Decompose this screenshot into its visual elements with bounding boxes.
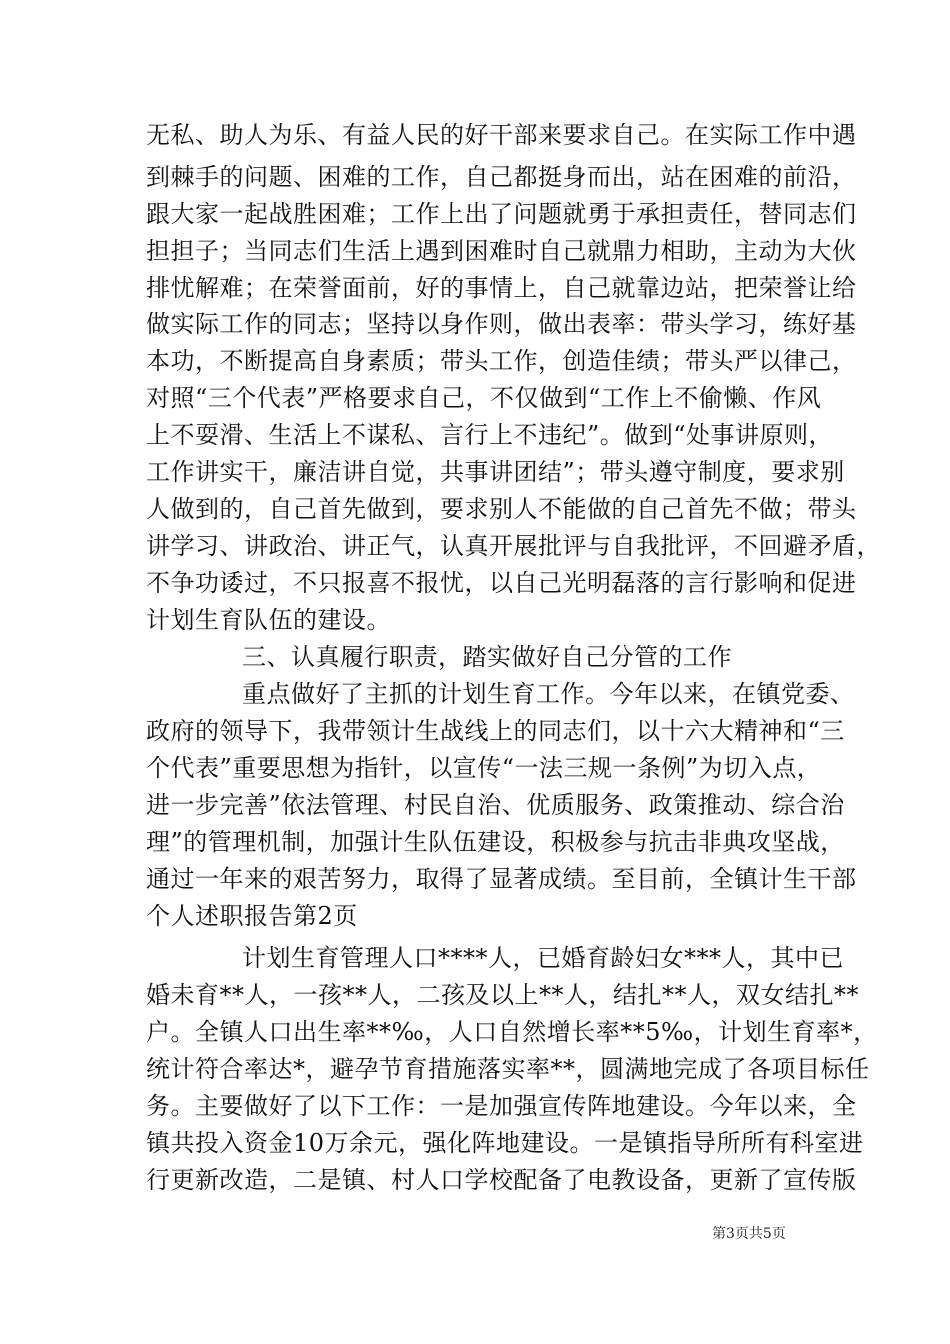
text-line: 进一步完善”依法管理、村民自治、优质服务、政策推动、综合治 (146, 791, 845, 819)
text-line: 镇共投入资金10万余元，强化阵地建设。一是镇指导所所有科室进 (146, 1129, 864, 1157)
text-line: 对照“三个代表”严格要求自己，不仅做到“工作上不偷懒、作风 (146, 384, 822, 412)
text-line: 无私、助人为乐、有益人民的好干部来要求自己。在实际工作中遇 (146, 121, 857, 149)
text-line: 理”的管理机制，加强计生队伍建设，积极参与抗击非典攻坚战， (146, 828, 845, 856)
text-line: 务。主要做好了以下工作：一是加强宣传阵地建设。今年以来，全 (146, 1092, 857, 1120)
text-line: 担担子；当同志们生活上遇到困难时自己就鼎力相助，主动为大伙 (146, 237, 857, 265)
text-line: 政府的领导下，我带领计生战线上的同志们，以十六大精神和“三 (146, 717, 845, 745)
text-line: 工作讲实干，廉洁讲自觉，共事讲团结”；带头遵守制度，要求别 (146, 458, 845, 486)
text-line: 做实际工作的同志；坚持以身作则，做出表率：带头学习，练好基 (146, 310, 857, 338)
section-heading: 三、认真履行职责，踏实做好自己分管的工作 (242, 643, 732, 671)
page-number: 第3页共5页 (712, 1226, 786, 1242)
text-line: 不争功诿过，不只报喜不报忧，以自己光明磊落的言行影响和促进 (146, 569, 857, 597)
text-line: 户。全镇人口出生率**‰，人口自然增长率**5‰，计划生育率*， (146, 1018, 878, 1046)
text-line: 通过一年来的艰苦努力，取得了显著成绩。至目前，全镇计生干部 (146, 865, 857, 893)
text-line: 到棘手的问题、困难的工作，自己都挺身而出，站在困难的前沿， (146, 163, 857, 191)
text-line: 本功，不断提高自身素质；带头工作，创造佳绩；带头严以律己， (146, 347, 857, 375)
text-line: 排忧解难；在荣誉面前，好的事情上，自己就靠边站，把荣誉让给 (146, 274, 857, 302)
text-line: 计划生育队伍的建设。 (146, 606, 391, 634)
text-line: 统计符合率达*，避孕节育措施落实率**，圆满地完成了各项目标任 (146, 1055, 870, 1083)
text-line: 上不耍滑、生活上不谋私、言行上不违纪”。做到“处事讲原则， (146, 421, 834, 449)
text-line: 婚未育**人，一孩**人，二孩及以上**人，结扎**人，双女结扎** (146, 981, 859, 1009)
text-line: 个人述职报告第2页 (146, 902, 358, 930)
text-line: 行更新改造，二是镇、村人口学校配备了电教设备，更新了宣传版 (146, 1166, 857, 1194)
text-line: 跟大家一起战胜困难；工作上出了问题就勇于承担责任，替同志们 (146, 200, 857, 228)
paragraph-start-line: 计划生育管理人口****人，已婚育龄妇女***人，其中已 (242, 944, 844, 972)
text-line: 讲学习、讲政治、讲正气，认真开展批评与自我批评，不回避矛盾， (146, 532, 881, 560)
paragraph-start-line: 重点做好了主抓的计划生育工作。今年以来，在镇党委、 (242, 680, 855, 708)
text-line: 人做到的，自己首先做到，要求别人不能做的自己首先不做；带头 (146, 495, 857, 523)
text-line: 个代表”重要思想为指针，以宣传“一法三规一条例”为切入点， (146, 754, 822, 782)
